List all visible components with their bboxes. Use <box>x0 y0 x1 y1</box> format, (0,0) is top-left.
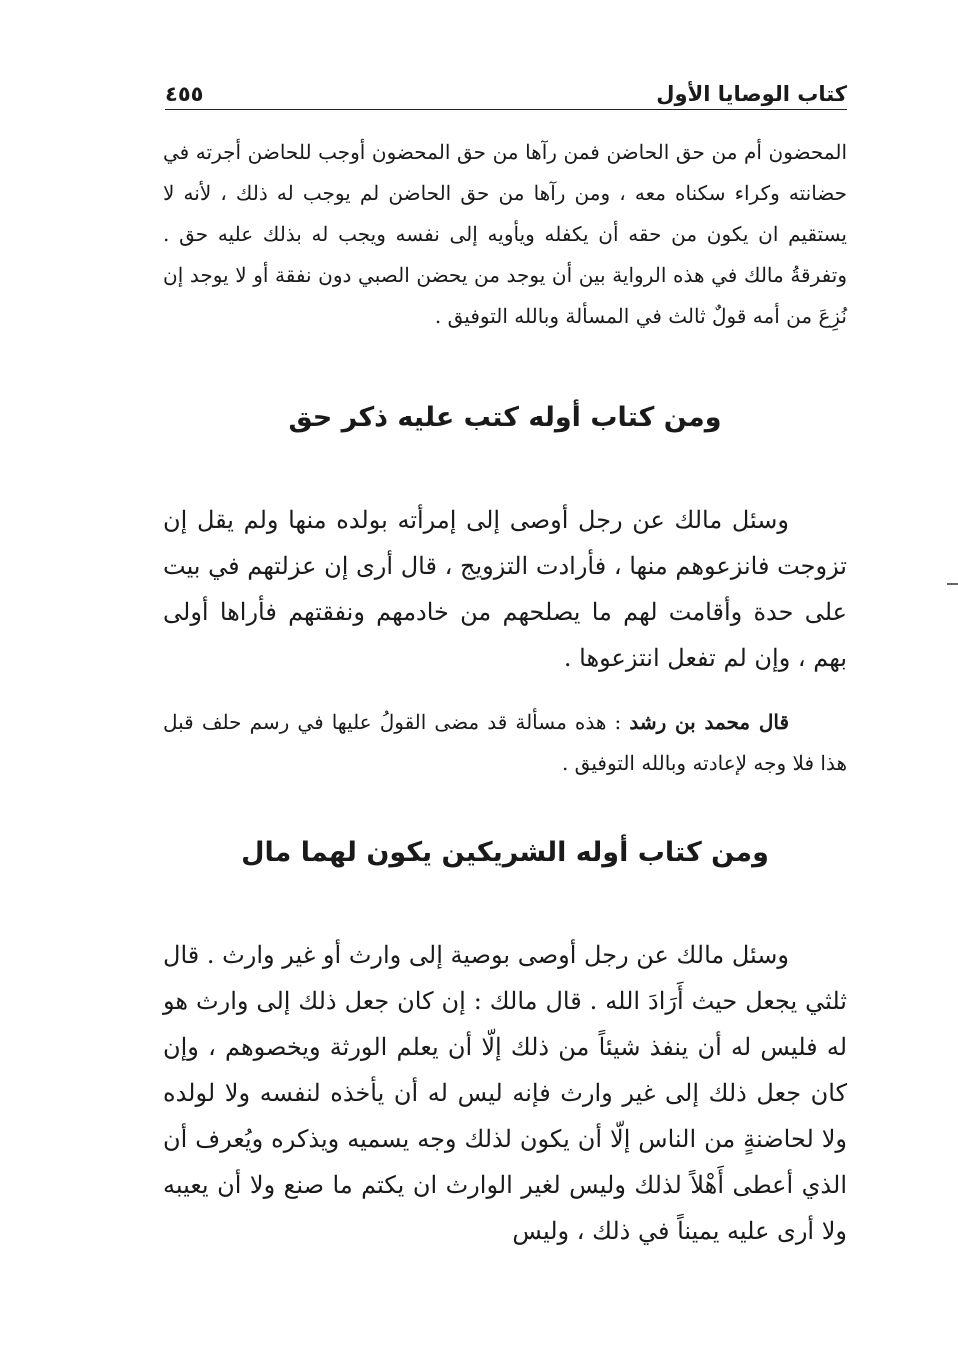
question-text-1: وسئل مالك عن رجل أوصى إلى إمرأته بولده منها ولم يقل إن تزوجت فانزعوهم منها ، فأرادت التزويج ، قال أرى إن عزلتهم في بيت على حدة وأقامت لهم ما يصلحهم من خادمهم ونفقتهم فأراها أولى بهم ، وإن لم تفعل انتزعوها . <box>163 506 847 672</box>
continued-paragraph: المحضون أم من حق الحاضن فمن رآها من حق المحضون أوجب للحاضن أجرته في حضانته وكراء سكناه معه ، ومن رآها من حق الحاضن لم يوجب له ذلك ، لأنه لا يستقيم ان يكون من حقه أن يكفله ويأويه إلى نفسه ويجب له بذلك عليه حق . وتفرقةُ مالك في هذه الرواية بين أن يوجد من يحضن الصبي دون نفقة أو لا يوجد إن نُزِعَ من أمه قولٌ ثالث في المسألة وبالله التوفيق . <box>163 140 847 328</box>
question-paragraph-1 <box>163 497 847 681</box>
section-heading-sharikayn: ومن كتاب أوله الشريكين يكون لهما مال <box>241 837 769 868</box>
commentary-speaker: قال محمد بن رشد <box>629 710 789 734</box>
margin-mark <box>947 583 958 585</box>
commentary-text: : هذه مسألة قد مضى القولُ عليها في رسم حلف قبل هذا فلا وجه لإعادته وبالله التوفيق . <box>163 710 847 775</box>
question-paragraph-2 <box>163 932 847 1254</box>
commentary-paragraph <box>163 702 847 784</box>
question-text-2: وسئل مالك عن رجل أوصى بوصية إلى وارث أو غير وارث . قال ثلثي يجعل حيث أَرَادَ الله . قال مالك : إن كان جعل ذلك إلى وارث هو له فليس له أن ينفذ شيئاً من ذلك إلّا أن يعلم الورثة ويخصوهم ، وإن كان جعل ذلك إلى غير وارث فإنه ليس له أن يأخذه لنفسه ولا لولده ولا لحاضنةٍ من الناس إلّا أن يكون لذلك وجه يسميه ويذكره ويُعرف أن الذي أعطى أَهْلاً لذلك وليس لغير الوارث ان يكتم ما صنع ولا أن يعيبه ولا أرى عليه يميناً في ذلك ، وليس <box>163 941 847 1245</box>
page-number: ٤٥٥ <box>165 82 204 106</box>
section-heading-dhikr-haqq: ومن كتاب أوله كتب عليه ذكر حق <box>288 402 722 433</box>
book-title: كتاب الوصايا الأول <box>656 82 847 106</box>
running-header <box>165 70 847 110</box>
